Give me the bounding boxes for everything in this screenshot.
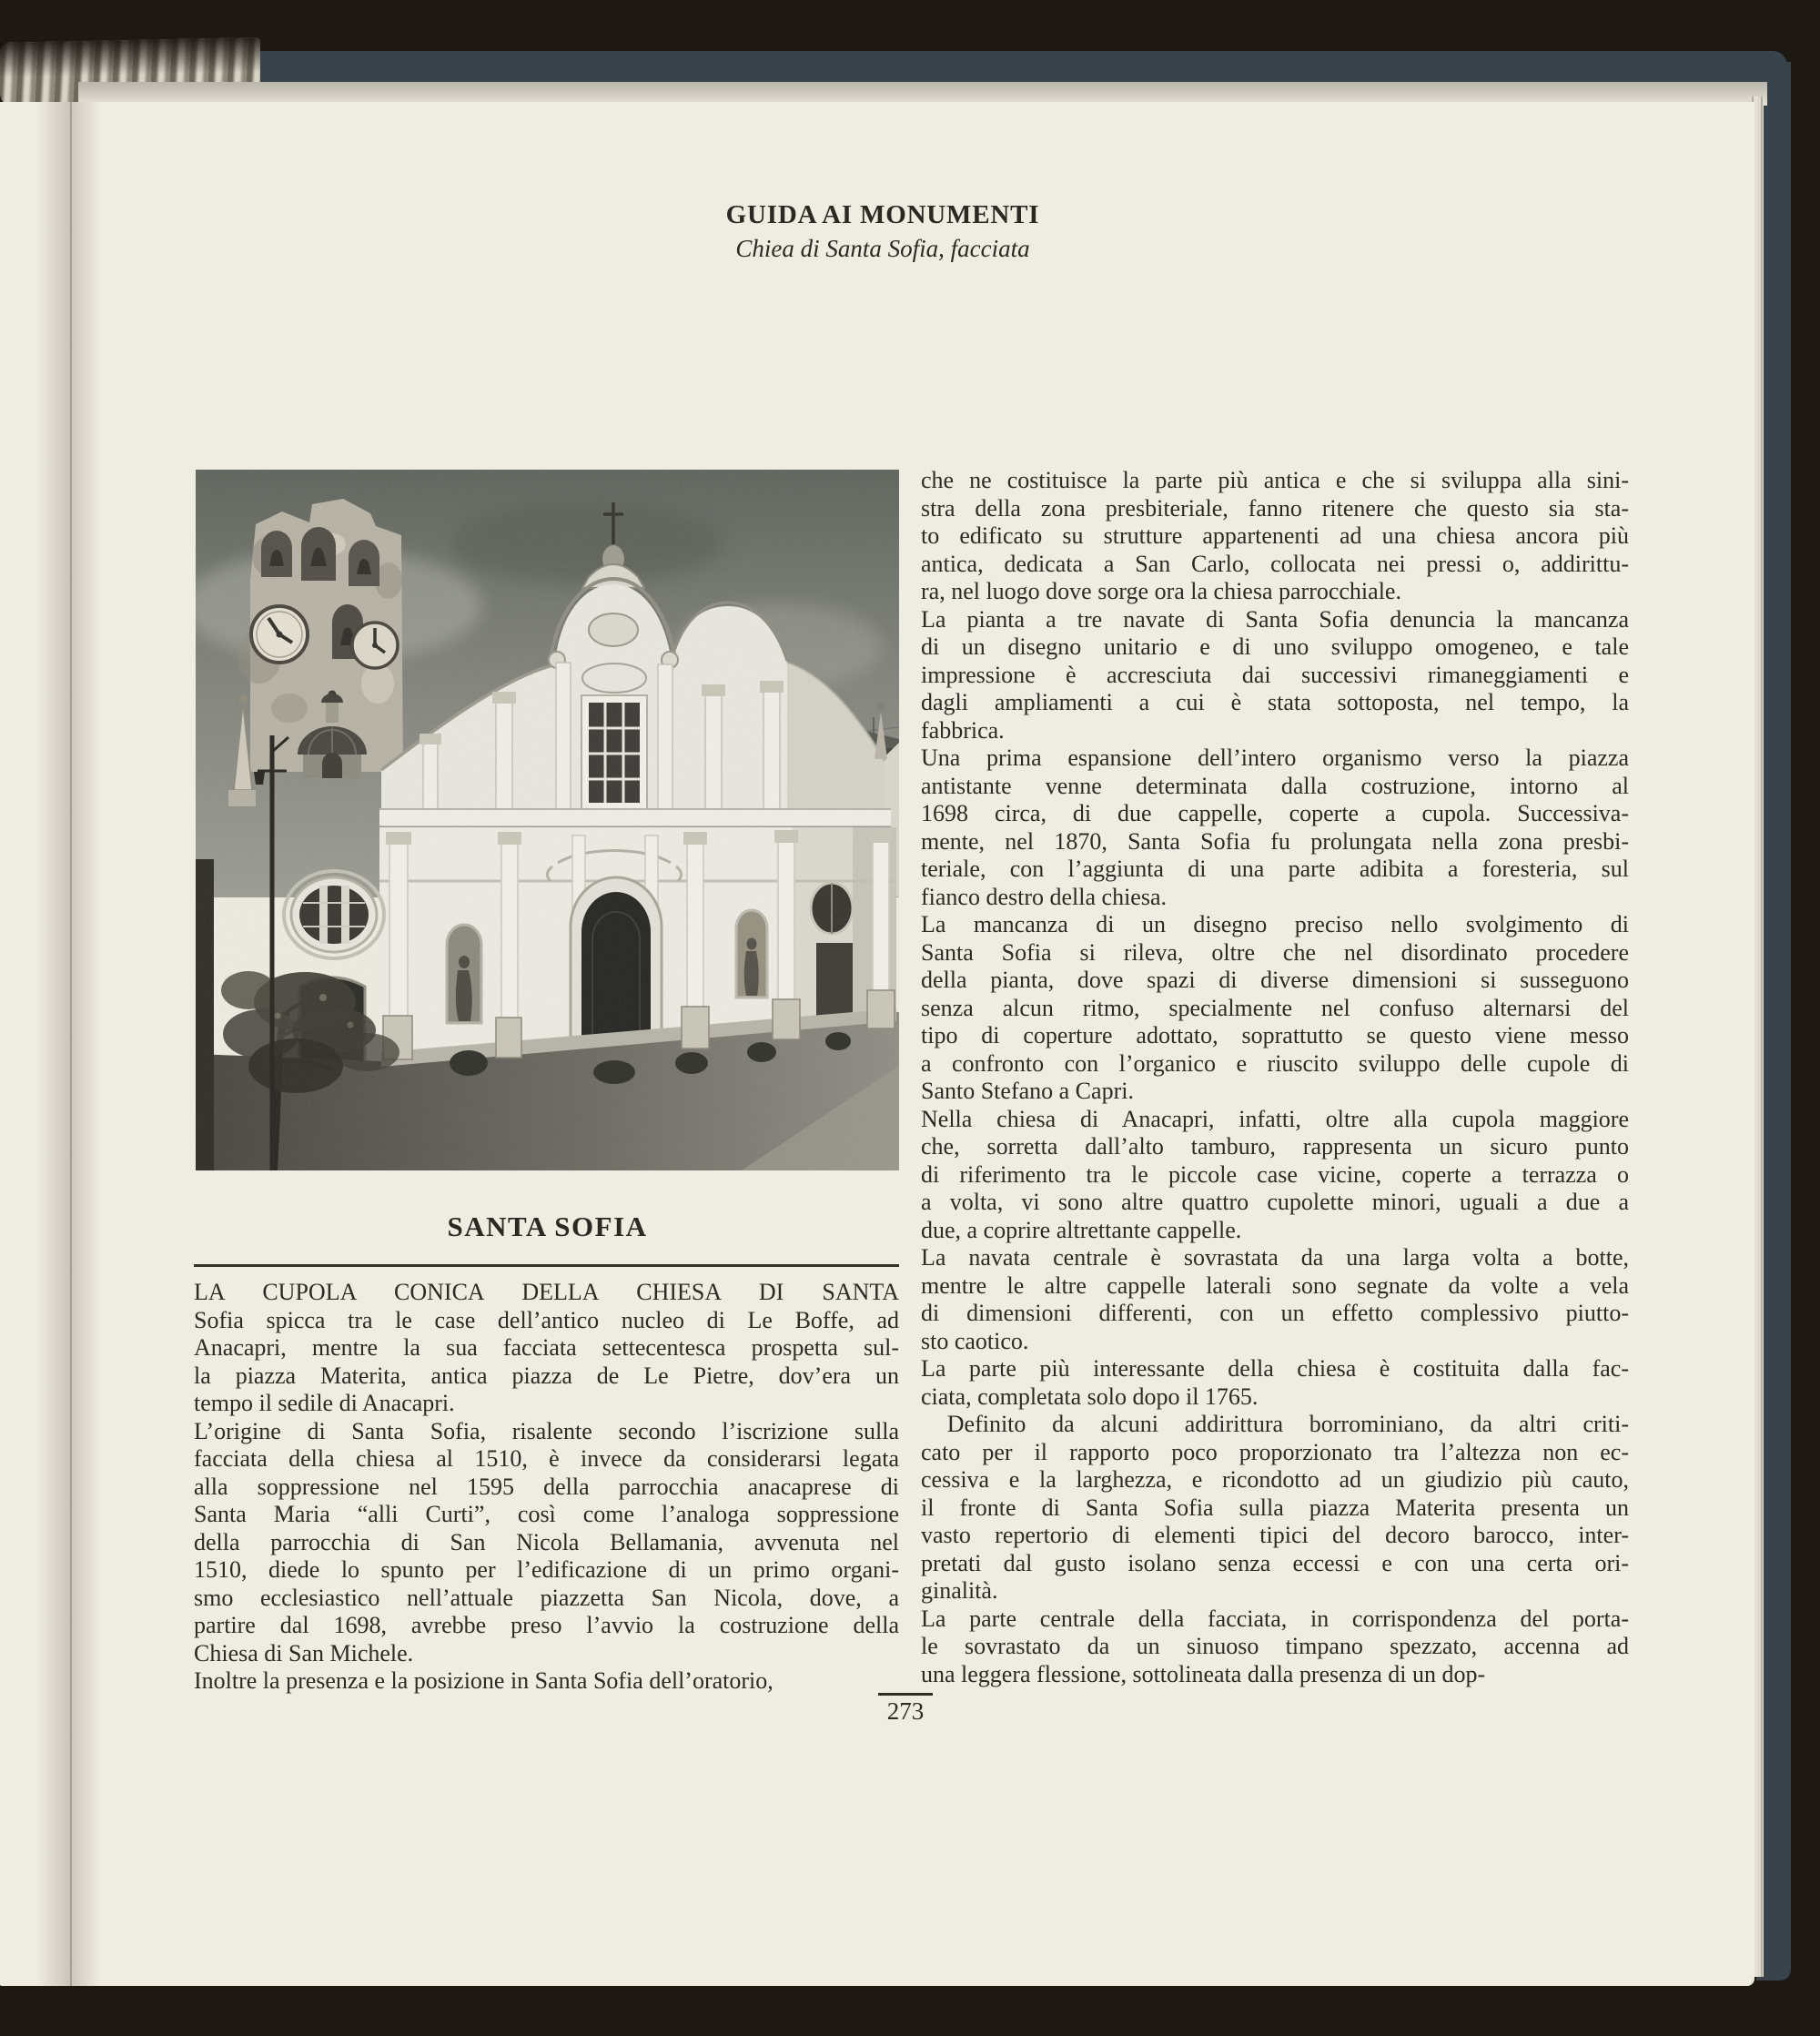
text-line: di un disegno unitario e di uno sviluppo omogeneo, e tale <box>921 633 1629 660</box>
text-line: Santa Maria “alli Curti”, così come l’analoga soppressione <box>194 1501 899 1527</box>
text-line: Inoltre la presenza e la posizione in Santa Sofia dell’oratorio, <box>194 1667 774 1694</box>
text-line: senza alcun ritmo, specialmente nel confuso alternarsi del <box>921 994 1629 1021</box>
page-number-value: 273 <box>878 1693 934 1726</box>
text-line: mentre le altre cappelle laterali sono segnate da volte a vela <box>921 1271 1629 1299</box>
section-rule <box>194 1264 899 1267</box>
text-line: Nella chiesa di Anacapri, infatti, oltre alla cupola maggiore <box>921 1105 1629 1132</box>
text-line: Anacapri, mentre la sua facciata settecentesca prospetta sul- <box>194 1334 899 1361</box>
gutter-shadow <box>36 102 100 1986</box>
church-photo <box>196 470 899 1170</box>
text-line: tempo il sedile di Anacapri. <box>194 1390 455 1416</box>
text-line: facciata della chiesa al 1510, è invece da considerarsi legata <box>194 1445 899 1472</box>
text-line: Santo Stefano a Capri. <box>921 1078 1134 1104</box>
text-line: Sofia spicca tra le case dell’antico nucleo di Le Boffe, ad <box>194 1306 899 1333</box>
text-line: fabbrica. <box>921 716 1005 744</box>
text-line: fianco destro della chiesa. <box>921 883 1167 910</box>
text-line: sto caotico. <box>921 1327 1029 1354</box>
text-line: dagli ampliamenti a cui è stata sottoposta, nel tempo, la <box>921 689 1629 715</box>
gutter-crease <box>70 102 72 1986</box>
text-line: teriale, con l’aggiunta di una parte adibita a foresteria, sul <box>921 856 1629 882</box>
text-line: cato per il rapporto poco proporzionato tra l’altezza non ec- <box>921 1438 1629 1465</box>
text-line: Definito da alcuni addirittura borrominiano, da altri criti- <box>921 1411 1629 1437</box>
text-line: il fronte di Santa Sofia sulla piazza Materita presenta un <box>921 1494 1629 1521</box>
text-line: che, sorretta dall’alto tamburo, rappresenta un sicuro punto <box>921 1133 1629 1160</box>
text-line: che ne costituisce la parte più antica e che si sviluppa alla sini- <box>921 467 1629 493</box>
text-line: smo ecclesiastico nell’attuale piazzetta San Nicola, dove, a <box>194 1584 899 1611</box>
text-line: ciata, completata solo dopo il 1765. <box>921 1383 1259 1410</box>
text-line: a confronto con l’organico e riuscito sviluppo delle cupole di <box>921 1049 1629 1077</box>
text-line: La parte centrale della facciata, in corrispondenza del porta- <box>921 1605 1629 1632</box>
text-line: vasto repertorio di elementi tipici del decoro barocco, inter- <box>921 1522 1629 1548</box>
text-line: La pianta a tre navate di Santa Sofia denuncia la mancanza <box>921 605 1629 633</box>
page-number <box>844 1693 966 1726</box>
text-line: LA CUPOLA CONICA DELLA CHIESA DI SANTA <box>194 1279 899 1305</box>
text-line: tipo di coperture adottato, soprattutto se questo viene messo <box>921 1022 1629 1048</box>
text-line: to edificato su strutture appartenenti ad una chiesa ancora più <box>921 522 1629 549</box>
text-line: La navata centrale è sovrastata da una larga volta a botte, <box>921 1244 1629 1271</box>
text-line: una leggera flessione, sottolineata dalla presenza di un dop- <box>921 1660 1486 1687</box>
text-line: 1510, diede lo spunto per l’edificazione di un primo organi- <box>194 1556 899 1583</box>
text-line: ra, nel luogo dove sorge ora la chiesa parrocchiale. <box>921 578 1401 604</box>
text-line: della pianta, dove spazi di diverse dimensioni si susseguono <box>921 967 1629 993</box>
left-column <box>194 1279 899 1696</box>
text-line: cessiva e la larghezza, e ricondotto ad un giudizio più cauto, <box>921 1466 1629 1493</box>
text-line: antistante venne determinata dalla costruzione, intorno al <box>921 772 1629 799</box>
text-line: le sovrastato da un sinuoso timpano spezzato, accenna ad <box>921 1633 1629 1659</box>
text-line: La mancanza di un disegno preciso nello svolgimento di <box>921 911 1629 937</box>
church-photo-art <box>196 470 899 1170</box>
right-column <box>921 467 1629 1688</box>
text-line: due, a coprire altrettante cappelle. <box>921 1216 1242 1243</box>
text-line: Santa Sofia si rileva, oltre che nel disordinato procedere <box>921 938 1629 966</box>
photo-caption: Chiea di Santa Sofia, facciata <box>735 235 1030 262</box>
text-line: partire dal 1698, avrebbe preso l’avvio la costruzione della <box>194 1612 899 1638</box>
text-line: mente, nel 1870, Santa Sofia fu prolungata nella zona presbi- <box>921 827 1629 855</box>
text-line: di riferimento tra le piccole case vicine, coperte a terrazza o <box>921 1160 1629 1188</box>
text-line: antica, dedicata a San Carlo, collocata nei pressi o, addirittu- <box>921 550 1629 577</box>
page-header-title: GUIDA AI MONUMENTI <box>725 200 1040 229</box>
text-line: ginalità. <box>921 1577 998 1604</box>
text-line: Una prima espansione dell’intero organismo verso la piazza <box>921 745 1629 771</box>
section-heading: SANTA SOFIA <box>447 1210 648 1242</box>
text-line: di dimensioni differenti, con un effetto complessivo piutto- <box>921 1300 1629 1326</box>
text-line: alla soppressione nel 1595 della parrocchia anacaprese di <box>194 1473 899 1500</box>
text-line: impressione è accresciuta dai successivi rimaneggiamenti e <box>921 661 1629 688</box>
text-line: pretati dal gusto isolano senza eccessi e con una certa ori- <box>921 1549 1629 1576</box>
text-line: della parrocchia di San Nicola Bellamania, avvenuta nel <box>194 1528 899 1555</box>
page-header <box>546 200 1219 263</box>
text-line: stra della zona presbiteriale, fanno ritenere che questo sia sta- <box>921 494 1629 522</box>
text-line: 1698 circa, di due cappelle, coperte a cupola. Successiva- <box>921 800 1629 826</box>
text-line: a volta, vi sono altre quattro cupolette minori, uguali a due a <box>921 1189 1629 1215</box>
text-line: L’origine di Santa Sofia, risalente secondo l’iscrizione sulla <box>194 1417 899 1444</box>
text-line: Chiesa di San Michele. <box>194 1639 414 1666</box>
text-line: La parte più interessante della chiesa è costituita dalla fac- <box>921 1355 1629 1382</box>
text-line: la piazza Materita, antica piazza de Le Pietre, dov’era un <box>194 1362 899 1389</box>
